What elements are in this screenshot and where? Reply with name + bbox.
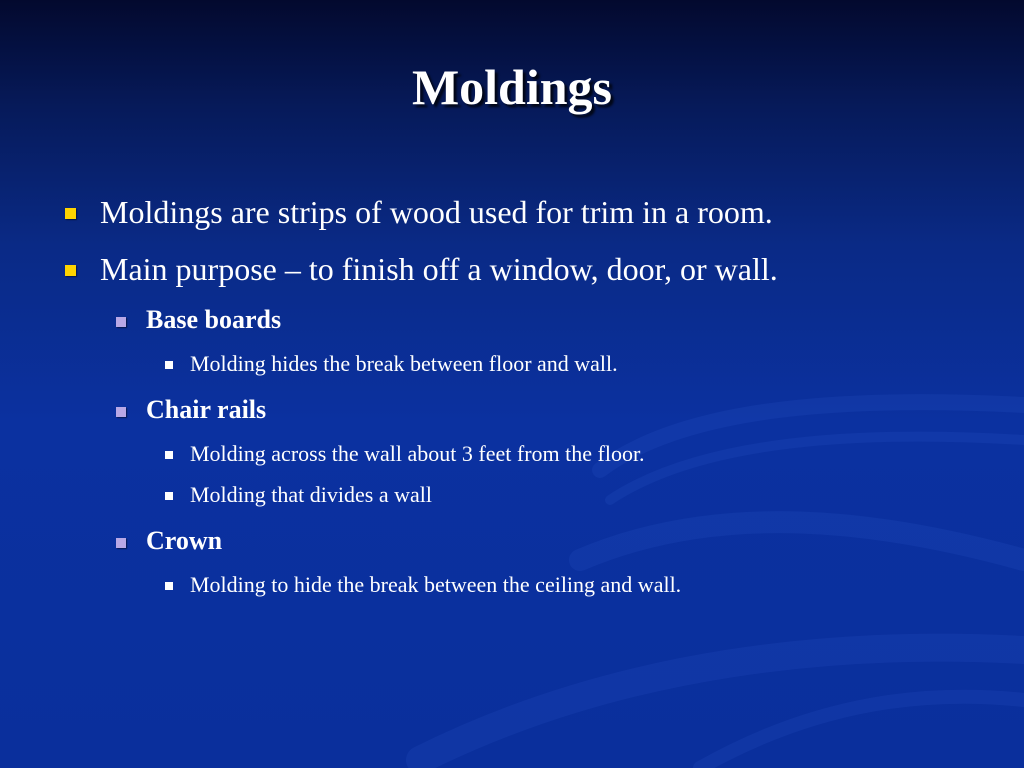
square-bullet-icon bbox=[165, 451, 173, 459]
sub-sub-bullet-item bbox=[190, 353, 618, 375]
square-bullet-icon bbox=[116, 538, 126, 548]
sub-bullet-text: Chair rails bbox=[146, 395, 267, 424]
bullet-text: Moldings are strips of wood used for trim in a room. bbox=[100, 194, 773, 230]
square-bullet-icon bbox=[165, 361, 173, 369]
sub-sub-bullet-text: Molding across the wall about 3 feet from the floor. bbox=[190, 441, 645, 466]
sub-sub-bullet-item bbox=[190, 574, 681, 596]
square-bullet-icon bbox=[165, 582, 173, 590]
sub-sub-bullet-text: Molding to hide the break between the ceiling and wall. bbox=[190, 572, 682, 597]
square-bullet-icon bbox=[116, 407, 126, 417]
sub-sub-bullet-text: Molding hides the break between floor and wall. bbox=[190, 351, 618, 376]
sub-sub-bullet-item bbox=[190, 443, 645, 465]
bullet-item bbox=[100, 196, 773, 228]
slide-title: Moldings bbox=[411, 59, 613, 115]
sub-bullet-item bbox=[146, 397, 266, 423]
sub-sub-bullet-item bbox=[190, 484, 432, 506]
sub-sub-bullet-text: Molding that divides a wall bbox=[190, 482, 432, 507]
sub-bullet-item bbox=[146, 528, 222, 554]
square-bullet-icon bbox=[65, 208, 76, 219]
square-bullet-icon bbox=[65, 265, 76, 276]
bullet-text: Main purpose – to finish off a window, door, or wall. bbox=[100, 251, 778, 287]
sub-bullet-text: Base boards bbox=[146, 305, 282, 334]
sub-bullet-item bbox=[146, 307, 281, 333]
bullet-item bbox=[100, 253, 778, 285]
sub-bullet-text: Crown bbox=[146, 526, 223, 555]
square-bullet-icon bbox=[165, 492, 173, 500]
square-bullet-icon bbox=[116, 317, 126, 327]
